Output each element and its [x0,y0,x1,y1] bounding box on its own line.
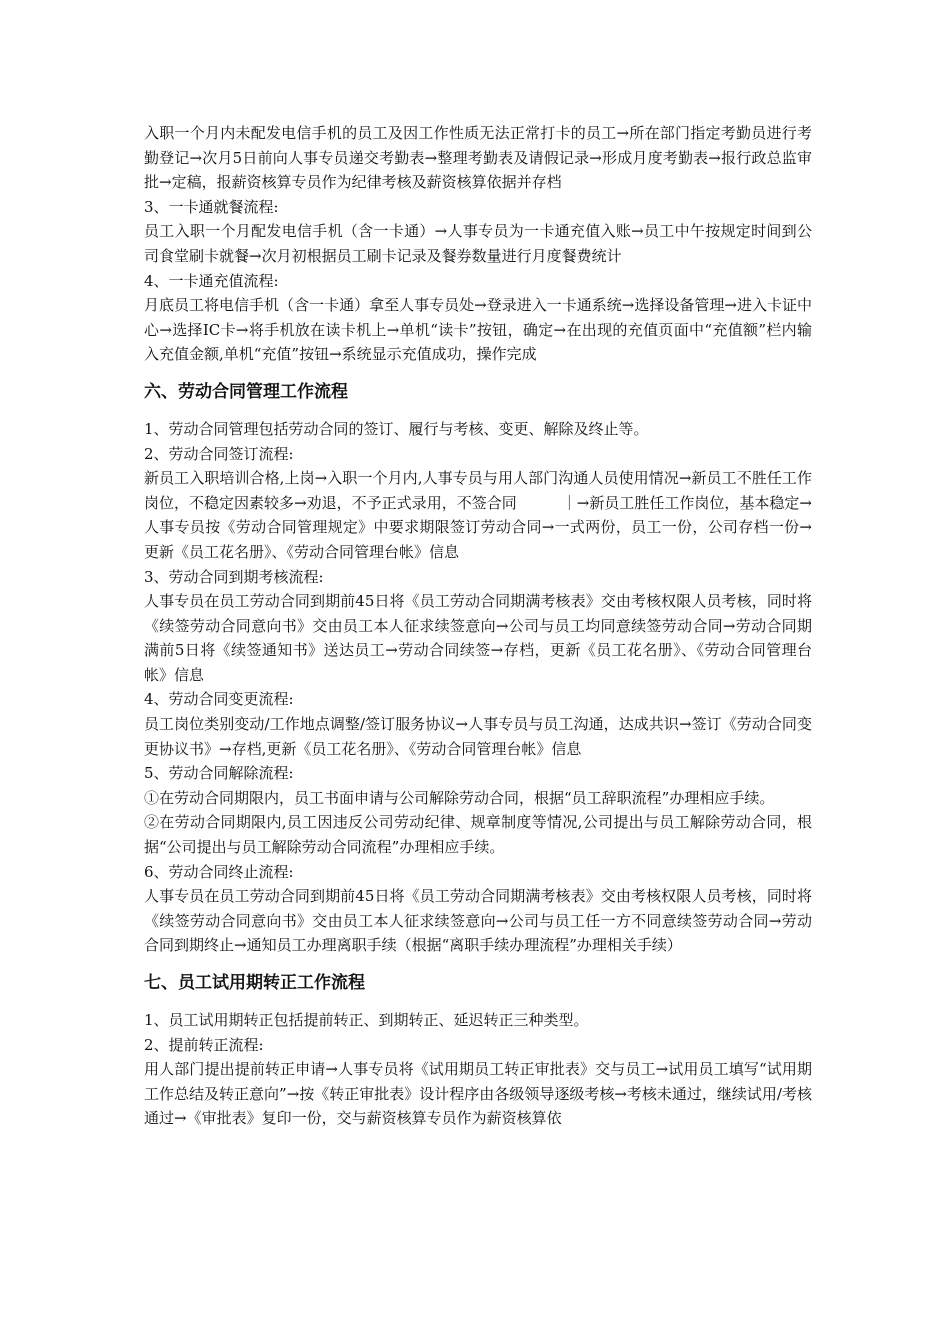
paragraph: 员工岗位类别变动/工作地点调整/签订服务协议→人事专员与员工沟通，达成共识→签订《劳动合同变更协议书》→存档,更新《员工花名册》、《劳动合同管理台帐》信息 [144,715,812,758]
paragraph: 1、劳动合同管理包括劳动合同的签订、履行与考核、变更、解除及终止等。 [144,419,649,438]
paragraph: 3、一卡通就餐流程: [144,197,279,216]
paragraph: 用人部门提出提前转正申请→人事专员将《试用期员工转正审批表》交与员工→试用员工填写“试用期工作总结及转正意向”→按《转正审批表》设计程序由各级领导逐级考核→考核未通过，继续试用/考核通过→《审批表》复印一份，交与薪资核算专员作为薪资核算依 [144,1060,812,1128]
paragraph: ①在劳动合同期限内，员工书面申请与公司解除劳动合同，根据“员工辞职流程”办理相应手续。 [144,788,775,807]
paragraph: 6、劳动合同终止流程: [144,862,294,881]
paragraph: 2、劳动合同签订流程: [144,444,294,463]
paragraph: 月底员工将电信手机（含一卡通）拿至人事专员处→登录进入一卡通系统→选择设备管理→进入卡证中心→选择IC卡→将手机放在读卡机上→单机“读卡”按钮，确定→在出现的充值页面中“充值额”栏内输入充值金额,单机“充值”按钮→系统显示充值成功，操作完成 [144,296,812,364]
paragraph: 新员工入职培训合格,上岗→入职一个月内,人事专员与用人部门沟通人员使用情况→新员工不胜任工作岗位，不稳定因素较多→劝退，不予正式录用，不签合同 ｜→新员工胜任工作岗位，基本稳定→人事专员按《劳动合同管理规定》中要求期限签订劳动合同→一式两份，员工一份，公司存档一份→更新《员工花名册》、《劳动合同管理台帐》信息 [144,469,812,561]
paragraph: ②在劳动合同期限内,员工因违反公司劳动纪律、规章制度等情况,公司提出与员工解除劳动合同，根据“公司提出与员工解除劳动合同流程”办理相应手续。 [144,813,812,857]
paragraph: 5、劳动合同解除流程: [144,764,294,783]
paragraph: 2、提前转正流程: [144,1035,264,1054]
section-heading-7: 七、员工试用期转正工作流程 [144,973,365,993]
section-heading-6: 六、劳动合同管理工作流程 [144,381,348,402]
paragraph: 人事专员在员工劳动合同到期前45日将《员工劳动合同期满考核表》交由考核权限人员考核，同时将《续签劳动合同意向书》交由员工本人征求续签意向→公司与员工任一方不同意续签劳动合同→劳动合同到期终止→通知员工办理离职手续（根据“离职手续办理流程”办理相关手续） [144,887,812,955]
paragraph: 入职一个月内未配发电信手机的员工及因工作性质无法正常打卡的员工→所在部门指定考勤员进行考勤登记→次月5日前向人事专员递交考勤表→整理考勤表及请假记录→形成月度考勤表→报行政总监审批→定稿，报薪资核算专员作为纪律考核及薪资核算依据并存档 [144,124,812,192]
paragraph: 3、劳动合同到期考核流程: [144,567,324,586]
paragraph: 员工入职一个月配发电信手机（含一卡通）→人事专员为一卡通充值入账→员工中午按规定时间到公司食堂刷卡就餐→次月初根据员工刷卡记录及餐券数量进行月度餐费统计 [144,222,812,265]
paragraph: 4、劳动合同变更流程: [144,690,294,709]
paragraph: 1、员工试用期转正包括提前转正、到期转正、延迟转正三种类型。 [144,1011,589,1029]
paragraph: 4、一卡通充值流程: [144,271,279,290]
document-page [144,121,812,1131]
paragraph: 人事专员在员工劳动合同到期前45日将《员工劳动合同期满考核表》交由考核权限人员考核，同时将《续签劳动合同意向书》交由员工本人征求续签意向→公司与员工均同意续签劳动合同→劳动合同期满前5日将《续签通知书》送达员工→劳动合同续签→存档，更新《员工花名册》、《劳动合同管理台帐》信息 [144,592,812,684]
